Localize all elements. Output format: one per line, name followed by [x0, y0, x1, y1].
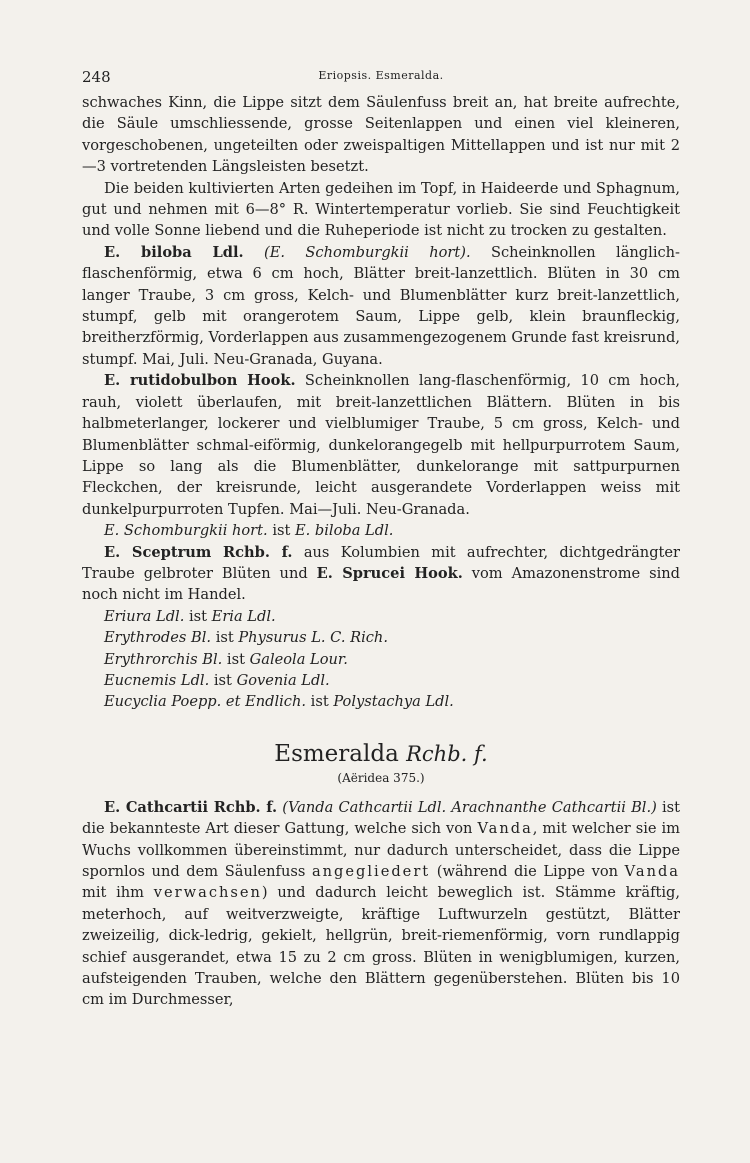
list-item: Erythrodes Bl. ist Physurus L. C. Rich.: [104, 629, 388, 647]
species-name-cathcartii: E. Cathcartii Rchb. f.: [104, 798, 278, 816]
synonym-list: [104, 606, 680, 713]
section-subtitle: (Aëridea 375.): [337, 770, 425, 785]
list-item: Eucyclia Poepp. et Endlich. ist Polystachya Ldl.: [104, 693, 454, 711]
synonym-biloba: (E. Schomburgkii hort).: [264, 243, 471, 261]
genus-author: Rchb. f.: [406, 741, 488, 766]
paragraph-lip-description: schwaches Kinn, die Lippe sitzt dem Säulenfuss breit an, hat breite aufrechte, die Säule umschliessende, grosse Seitenlappen und einen viel kleineren, vorgeschobenen, ungeteilten oder zweispaltigen Mittellappen und ist nur mit 2—3 vortretenden Längsleisten besetzt.: [82, 94, 680, 176]
paragraph-cathcartii: E. Cathcartii Rchb. f. (Vanda Cathcartii Ldl. Arachnanthe Cathcartii Bl.) ist die bekannteste Art dieser Gattung, welche sich von Vanda, mit welcher sie im Wuchs vollkommen übereinstimmt, nur dadurch unterscheidet, dass die Lippe spornlos und dem Säulenfuss angegliedert (während die Lippe von Vanda mit ihm verwachsen) und dadurch leicht beweglich ist. Stämme kräftig, meterhoch, auf weitverzweigte, kräftige Luftwurzeln gestützt, Blätter zweizeilig, dick-ledrig, gekielt, hellgrün, breit-riemenförmig, vorn rundlappig schief ausgerandet, etwa 15 zu 2 cm gross. Blüten in wenigblumigen, kurzen, aufsteigenden Trauben, welche den Blättern gegenüberstehen. Blüten bis 10 cm im Durchmesser,: [82, 798, 681, 1009]
species-name-rutidobulbon: E. rutidobulbon Hook.: [104, 372, 296, 390]
species-name-sceptrum: E. Sceptrum Rchb. f.: [104, 543, 293, 561]
running-head: [82, 68, 680, 92]
list-item: Eriura Ldl. ist Eria Ldl.: [104, 607, 276, 625]
text-sprucei: vom Amazonenstrome sind noch nicht im Handel.: [82, 564, 681, 604]
description-biloba: Scheinknollen länglich-flaschenförmig, etwa 6 cm hoch, Blätter breit-lanzettlich. Blüten in 30 cm langer Traube, 3 cm gross, Kelch- und Blumenblätter kurz breit-lanzettlich, stumpf, gelb mit orangerotem Saum, Lippe gelb, klein braunfleckig, breitherzförmig, Vorderlappen aus zusammengezogenem Grunde fast kreisrund, stumpf. Mai, Juli. Neu-Granada, Guyana.: [82, 243, 680, 368]
genus-name: Esmeralda: [274, 740, 399, 767]
paragraph-cultivation: Die beiden kultivierten Arten gedeihen im Topf, in Haideerde und Sphagnum, gut und nehmen mit 6—8° R. Wintertemperatur vorlieb. Sie sind Feuchtigkeit und volle Sonne liebend und die Ruheperiode ist nicht zu trocken zu gestalten.: [82, 179, 680, 240]
synonym-b: E. biloba Ldl.: [294, 522, 394, 540]
synonym-cathcartii: (Vanda Cathcartii Ldl. Arachnanthe Cathcartii Bl.): [282, 798, 657, 816]
paragraph-biloba: [82, 242, 680, 370]
paragraph-synonym-schomburgkii: [82, 520, 680, 541]
species-name-sprucei: E. Sprucei Hook.: [316, 564, 463, 582]
description-rutidobulbon: Scheinknollen lang-flaschenförmig, 10 cm hoch, rauh, violett überlaufen, mit breit-lanzettlichen Blättern. Blüten in bis halbmeterlanger, lockerer und vielblumiger Traube, 5 cm gross, Kelch- und Blumenblätter schmal-eiförmig, dunkelorangegelb mit hellpurpurrotem Saum, Lippe so lang als die Blumenblätter, dunkelorange mit sattpurpurnen Fleckchen, der kreisrunde, leicht ausgerandete Vorderlappen weiss mit dunkelpurpurroten Tupfen. Mai—Juli. Neu-Granada.: [82, 372, 681, 518]
species-name-biloba: E. biloba Ldl.: [104, 243, 244, 261]
text-sceptrum: aus Kolumbien mit aufrechter, dichtgedrängter Traube gelbroter Blüten und: [82, 543, 681, 582]
running-title: Eriopsis. Esmeralda.: [318, 69, 444, 82]
list-item: Erythrorchis Bl. ist Galeola Lour.: [104, 650, 348, 668]
section-heading-esmeralda: [82, 739, 680, 769]
paragraph-rutidobulbon: [82, 370, 680, 520]
paragraph-sceptrum: [82, 542, 680, 606]
synonym-ist: ist: [272, 522, 291, 540]
page-number: 248: [82, 68, 111, 86]
synonym-a: E. Schomburgkii hort.: [104, 522, 268, 540]
list-item: Eucnemis Ldl. ist Govenia Ldl.: [104, 671, 330, 689]
